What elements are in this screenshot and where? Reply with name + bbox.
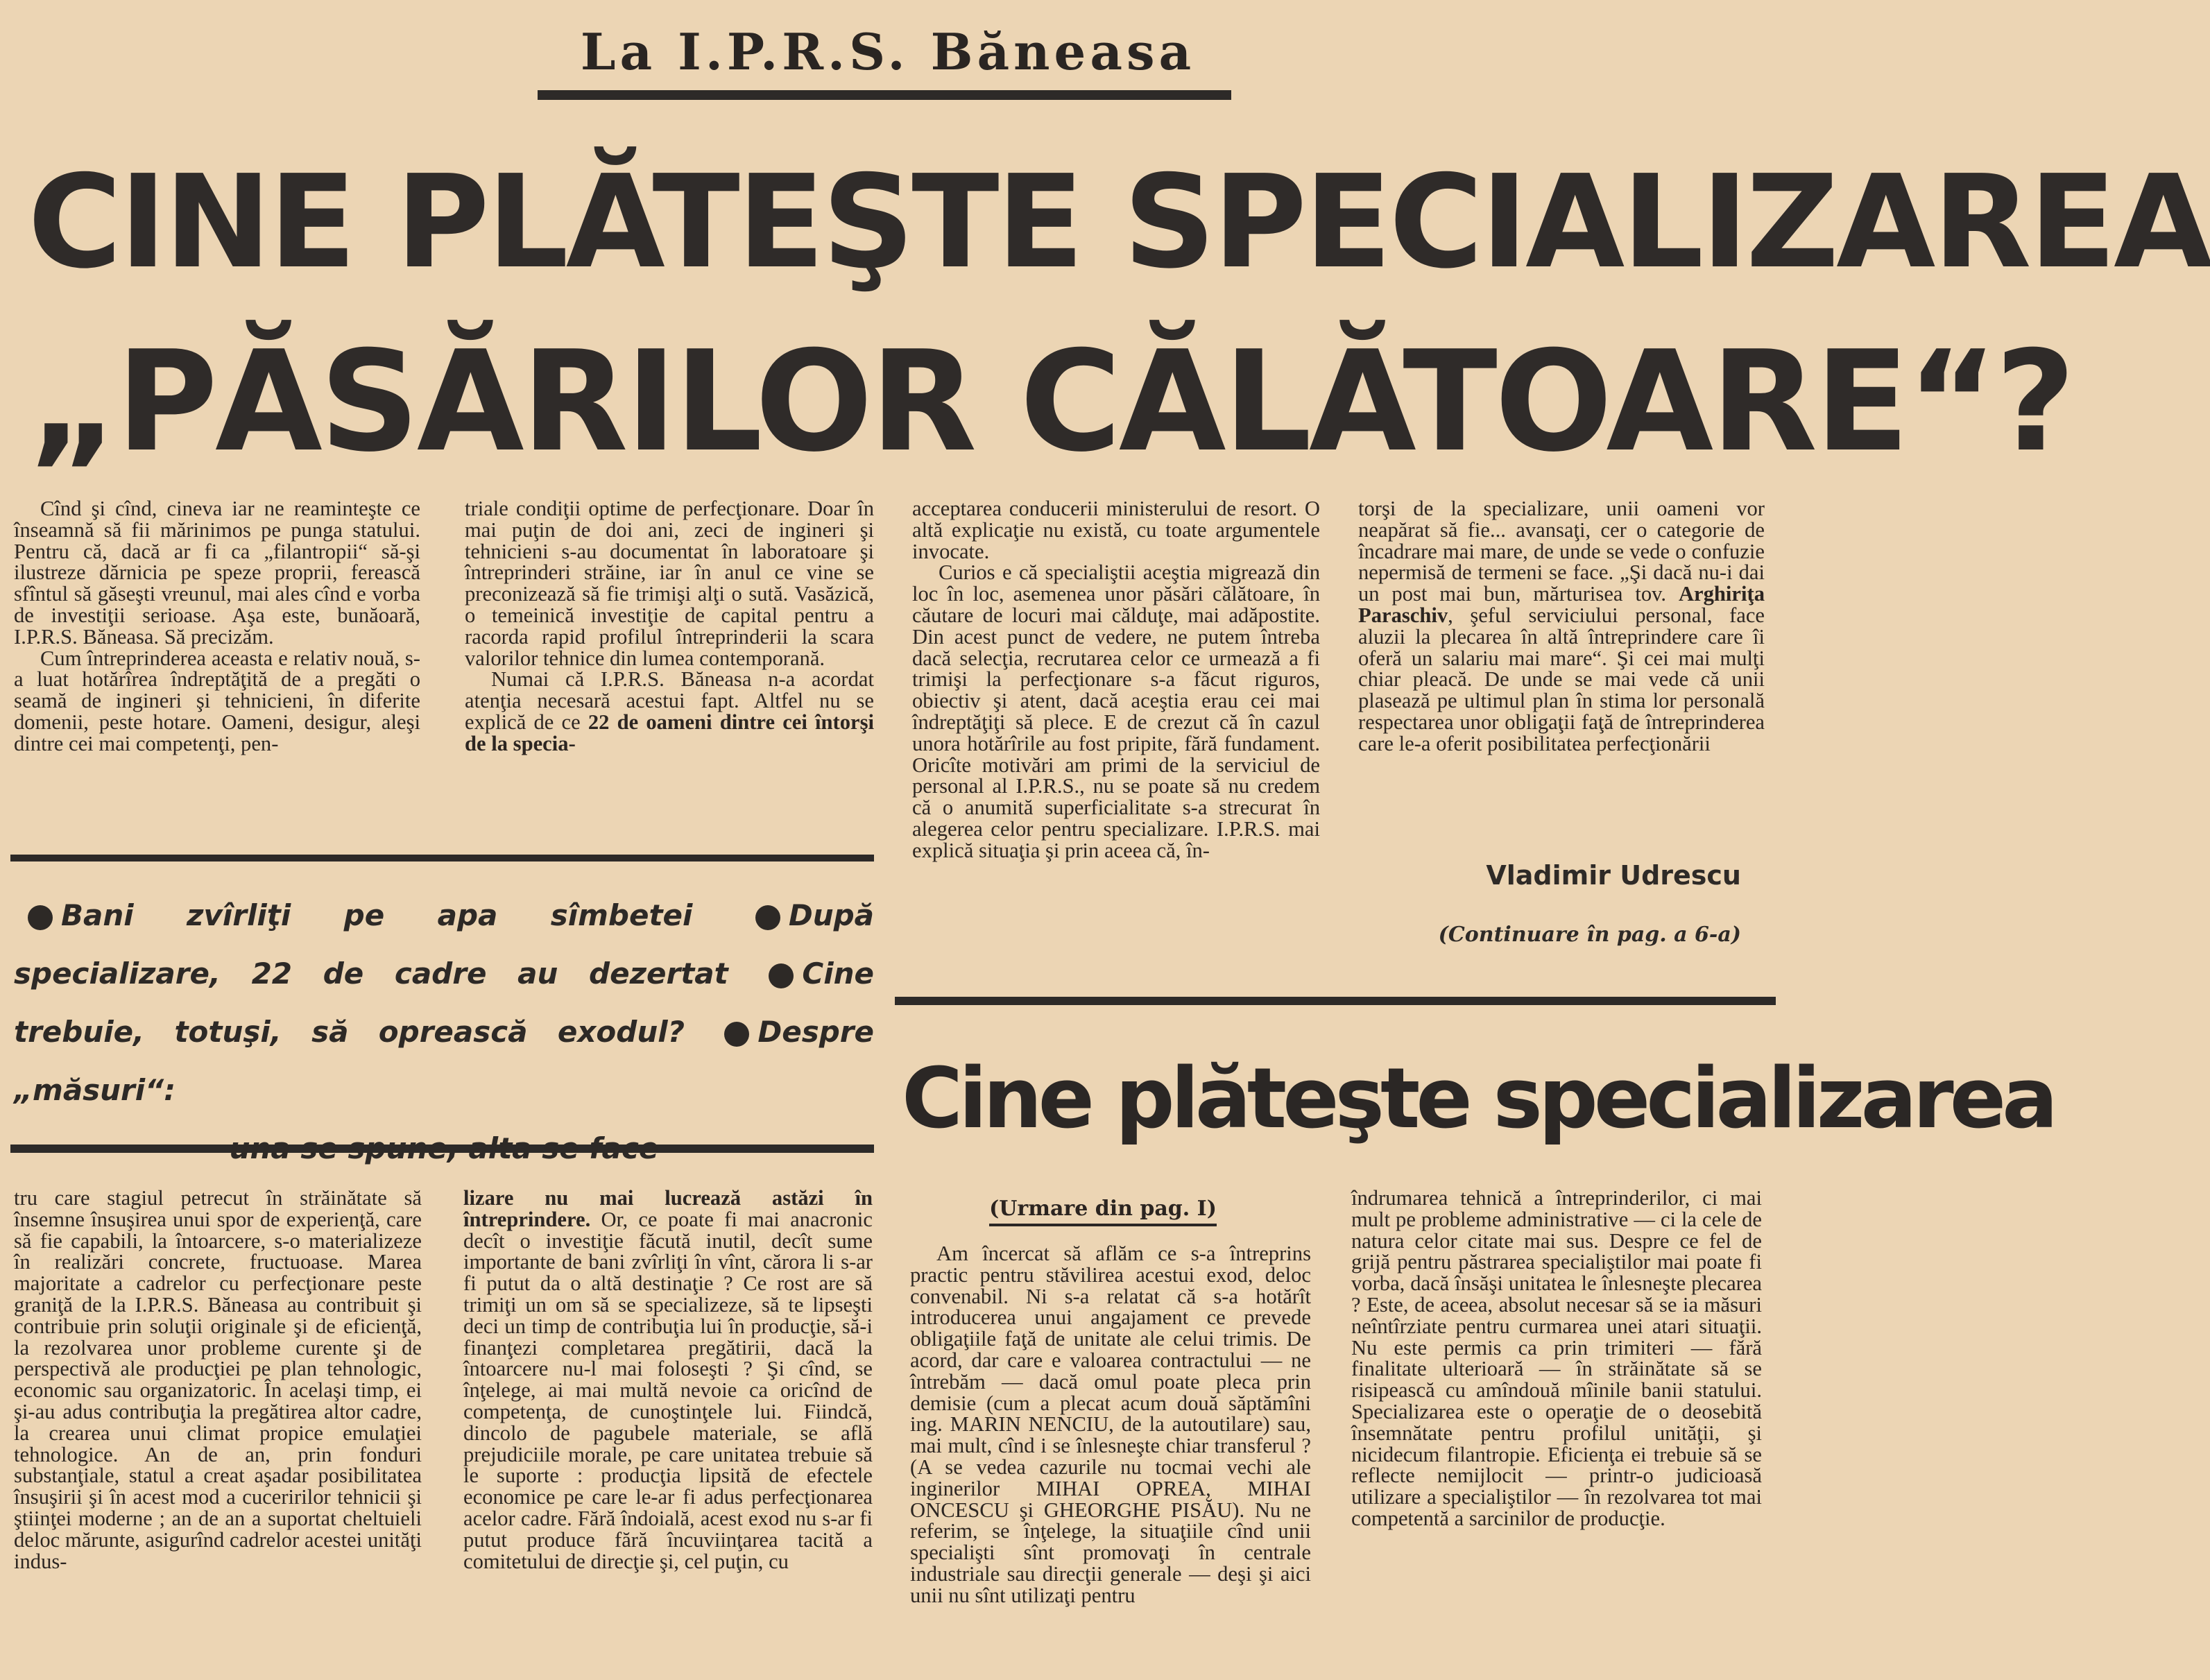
bullet-item: Despre „măsuri“:	[14, 1015, 874, 1107]
paragraph: acceptarea conducerii ministerului de resort. O altă explicaţie nu există, cu toate argumentele invocate.	[912, 497, 1320, 563]
kicker-title: La I.P.R.S. Băneasa	[580, 22, 1196, 81]
continued-from-text: (Urmare din pag. I)	[989, 1197, 1217, 1226]
text-run: Or, ce poate fi mai anacronic decît o investiţie făcută inutil, decît sume importante de bani zvîrliţi în vînt, cărora li s-ar fi putut da o altă destinaţie ? Ce rost are să trimiţi un om să se specializeze, să te lipseşti deci un timp de contribuţia lui în producţie, să-i finanţezi completarea pregătirii, dacă la întoarcere nu-l mai foloseşti ? Şi cînd, se înţelege, ai mai multă nevoie ca oricînd de competenţa, de cunoştinţele lui. Fiindcă, dincolo de pagubele materiale, se află prejudiciile morale, pe care unitatea trebuie să le suporte : producţia lipsită de efectele economice pe care le-ar fi adus perfecţionarea acelor cadre. Fără îndoială, acest exod nu s-ar fi putut produce fără încuviinţarea tacită a comitetului de direcţie şi, cel puţin, cu	[463, 1207, 873, 1573]
paragraph: Cum întreprinderea aceasta e relativ nouă, s-a luat hotărîrea îndreptăţită de a pregăti o seamă de ingineri şi tehnicieni, în diferite domenii, peste hotare. Oameni, desigur, aleşi dintre cei mai competenţi, pen-	[14, 646, 420, 755]
paragraph: îndrumarea tehnică a întreprinderilor, ci mai mult pe probleme administrative — ci la cele de natura celor citate mai sus. Despre ce fel de grijă pentru păstrarea specialiştilor mai poate fi vorba, dacă însăşi unitatea le înlesneşte plecarea ? Este, de aceea, absolut necesar să se ia măsuri neîntîrziate pentru curmarea unei atari situaţii. Nu este permis ca prin trimiteri — fără finalitate ulterioară — în străinătate să se risipească cu amîndouă mîinile banii statului. Specializarea este o operaţie de o deosebită însemnătate pentru profilul unităţii, şi nicidecum filantropie. Eficienţa ei trebuie să se reflecte nemijlocit — printr-o judicioasă utilizare a specialiştilor — în rezolvarea tot mai competentă a sarcinilor de producţie.	[1351, 1186, 1762, 1530]
continuation-note: (Continuare în pag. a 6-a)	[1438, 923, 1741, 947]
bullets-top-rule	[10, 855, 874, 862]
paragraph	[1358, 498, 1765, 755]
paragraph: Cînd şi cînd, cineva iar ne reaminteşte ce înseamnă să fii mărinimos pe punga statului. Pentru că, dacă ar fi ca „filantropii“ să-şi ilustreze dărnicia pe speze proprii, ferească sfîntul să găseşti vreunul, mai ales cînd e vorba de investiţii serioase. Aşa este, bunăoară, I.P.R.S. Băneasa. Să precizăm.	[14, 497, 420, 649]
bottom-column-4	[1351, 1188, 1762, 1673]
summary-bullets	[14, 886, 874, 1165]
paragraph	[465, 669, 874, 754]
bullet-item: una se spune, alta se face	[229, 1131, 659, 1165]
paragraph	[463, 1188, 873, 1572]
continued-from-note	[957, 1193, 1249, 1228]
bold-run: lizare nu mai lucrează astăzi în întreprindere.	[463, 1186, 873, 1231]
bullet-item: Bani zvîrliţi pe apa sîmbetei	[61, 898, 693, 932]
headline-line-2: „PĂSĂRILOR CĂLĂTOARE“?	[28, 321, 2073, 483]
headline-line-1: CINE PLĂTEŞTE SPECIALIZAREA	[28, 147, 2210, 297]
author-signature: Vladimir Udrescu	[1486, 860, 1741, 891]
kicker-rule	[538, 90, 1231, 100]
paragraph: Curios e că specialiştii aceştia migrează din loc în loc, asemenea unor păsări călătoare, în căutare de locuri mai călduţe, mai adăpostite. Din acest punct de vedere, ne putem întreba dacă selecţia, recrutarea celor ce urmează a fi trimişi la perfecţionare s-a făcut riguros, obiectiv şi atent, dacă aceştia erau cei mai îndreptăţiţi să plece. E de crezut că în cazul unora hotărîrile au fost pripite, fără fundament. Oricîte motivări am primi de la serviciul de personal al I.P.R.S., nu se poate să nu credem că o anumită superficialitate s-a strecurat în alegerea celor pentru specializare. I.P.R.S. mai explică situaţia şi prin aceea că, în-	[912, 560, 1320, 862]
bullet-item: Cine trebuie, totuşi, să oprească exodul?	[14, 957, 874, 1049]
continued-article-title: Cine plăteşte specializarea	[902, 1051, 2055, 1147]
bullet-dot-icon	[755, 905, 780, 930]
top-column-1	[14, 498, 420, 824]
paragraph: Am încercat să aflăm ce s-a întreprins practic pentru stăvilirea acestui exod, deloc convenabil. Ni s-a relatat că s-a hotărît introducerea unui angajament ce prevede obligaţiile faţă de unitate ale celui trimis. De acord, dar care e valoarea contractului — ne întrebăm — dacă omul poate pleca prin demisie (cum a plecat acum două săptămîni ing. MARIN NENCIU, de la autoutilare) sau, mai mult, cînd i se înlesneşte chiar transferul ? (A se vedea cazurile nu tocmai vechi ale inginerilor MIHAI OPREA, MIHAI ONCESCU şi GHEORGHE PISĂU). Nu ne referim, se înţelege, la situaţiile cînd unii specialişti sînt promovaţi în centrale industriale sau direcţii generale — deşi şi aici unii nu sînt utilizaţi pentru	[910, 1242, 1311, 1607]
text-run: Marea majoritate a cadrelor cu perfecţionare peste graniţă de la I.P.R.S. Băneasa au contribuit şi contribuie prin soluţii originale şi de eficienţă, la rezolvarea unor probleme curente şi de perspectivă ale producţiei pe plan tehnologic, economic sau organizatoric. În acelaşi timp, ei şi-au adus contribuţia la pregătirea altor cadre, la crearea unui climat propice emulaţiei tehnologice. An de an, prin fonduri substanţiale, statul a creat aşadar posibilitatea însuşirii şi în acest mod a cuceririlor tehnicii şi ştiinţei moderne ; an de an a suportat cheltuieli deloc mărunte, asigurînd cadrelor acestei unităţi indus-	[14, 1250, 422, 1573]
bold-run: 22 de oameni dintre cei întorşi de la specia-	[465, 710, 874, 755]
text-run: Numai că I.P.R.S. Băneasa n-a acordat atenţia necesară acestui fapt. Altfel nu se explică de ce	[465, 667, 874, 734]
paragraph: triale condiţii optime de perfecţionare. Doar în mai puţin de doi ani, zeci de ingineri şi tehnicieni s-au documentat în laboratoare şi întreprinderi străine, iar în anul ce vine se preconizează să fie trimişi alţi o sută. Vasăzică, o temeinică investiţie de capital pentru a racorda rapid profilul întreprinderii la scara valorilor tehnice din lumea contemporană.	[465, 497, 874, 670]
text-run: torşi de la specializare, unii oameni vor neapărat să fie... avansaţi, cer o categorie de încadrare mai mare, de unde se vede o confuzie nepermisă de termeni se face. „Şi dacă nu-i dai un post mai bun, mărturisea tov.	[1358, 497, 1765, 606]
top-column-2	[465, 498, 874, 824]
bottom-column-3	[910, 1243, 1311, 1673]
bullet-dot-icon	[724, 1022, 749, 1047]
bottom-column-2	[463, 1188, 873, 1673]
bullet-item: După specializare, 22 de cadre au dezertat	[14, 898, 874, 991]
top-column-3	[912, 498, 1320, 956]
continued-article-rule	[895, 997, 1776, 1005]
text-run: , şeful serviciului personal, face aluzii la plecarea în altă întreprindere care îi oferă un salariu mai mare“. Şi cei mai mulţi chiar pleacă. De unde se mai vede că unii plasează pe ultimul plan în stima lor personală respectarea unor obligaţii faţă de întreprinderea care le-a oferit posibilitatea perfecţionării	[1358, 603, 1765, 755]
top-column-4	[1358, 498, 1765, 852]
bottom-column-1	[14, 1188, 422, 1673]
bullet-dot-icon	[769, 963, 794, 988]
text-run: tru care stagiul petrecut în străinătate să însemne însuşirea unui spor de experienţă, care să fie capabili, la întoarcere, s-o materializeze în realizări concrete, fructuoase.	[14, 1186, 422, 1274]
bold-name: Arghiriţa Paraschiv	[1358, 582, 1765, 627]
bullet-dot-icon	[28, 905, 53, 930]
paragraph	[14, 1188, 422, 1572]
